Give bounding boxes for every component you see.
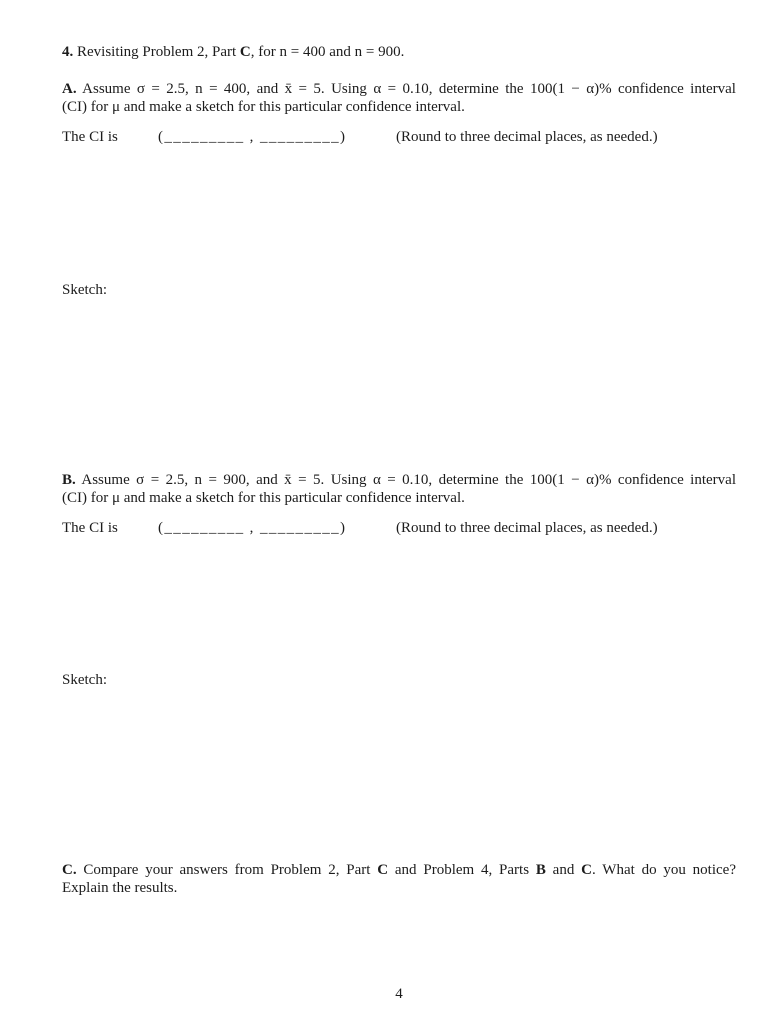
part-c-prompt-line-2: Explain the results.	[62, 880, 178, 896]
part-b-ci-answer-blank: (_________ , _________)	[158, 520, 347, 536]
part-b-ci-row	[62, 519, 736, 537]
problem-heading-text: Revisiting Problem 2, Part	[77, 44, 240, 60]
problem-heading	[62, 43, 404, 61]
part-c-part-ref: B	[535, 862, 546, 878]
part-a-prompt-text: Assume σ = 2.5, n = 400, and x̄ = 5. Using α = 0.10, determine the 100(1 − α)% confidence interval	[82, 81, 736, 97]
part-c-part-ref: C	[581, 862, 592, 878]
part-b-prompt-line-1	[62, 471, 736, 489]
part-a-sketch-label: Sketch:	[62, 282, 107, 298]
part-c-label: C.	[62, 862, 77, 878]
part-a-ci-label: The CI is	[62, 129, 118, 145]
part-a-ci-answer-blank: (_________ , _________)	[158, 129, 347, 145]
part-c-prompt-text: and	[545, 862, 582, 878]
part-c-prompt-text: Compare your answers from Problem 2, Part	[83, 862, 378, 878]
part-c-part-ref: C	[377, 862, 389, 878]
problem-heading-text: , for n = 400 and n = 900.	[250, 44, 405, 60]
part-a-label: A.	[62, 81, 77, 97]
part-b-rounding-note: (Round to three decimal places, as needed.)	[396, 520, 658, 536]
problem-number: 4.	[62, 44, 74, 60]
part-c-prompt-text: and Problem 4, Parts	[388, 862, 536, 878]
part-a-prompt-line-2: (CI) for μ and make a sketch for this particular confidence interval.	[62, 99, 465, 115]
part-c-prompt-text: . What do you notice?	[592, 862, 736, 878]
part-a-prompt-line-1	[62, 80, 736, 98]
part-c-prompt-line-1	[62, 861, 736, 879]
page-number: 4	[395, 986, 403, 1002]
problem-heading-part-ref: C	[239, 44, 251, 60]
part-b-ci-label: The CI is	[62, 520, 118, 536]
part-a-ci-row	[62, 128, 736, 146]
part-a-rounding-note: (Round to three decimal places, as needed.)	[396, 129, 658, 145]
part-b-sketch-label: Sketch:	[62, 672, 107, 688]
part-b-prompt-text: Assume σ = 2.5, n = 900, and x̄ = 5. Using α = 0.10, determine the 100(1 − α)% confidence interval	[81, 472, 736, 488]
part-b-prompt-line-2: (CI) for μ and make a sketch for this particular confidence interval.	[62, 490, 465, 506]
part-b-label: B.	[62, 472, 76, 488]
